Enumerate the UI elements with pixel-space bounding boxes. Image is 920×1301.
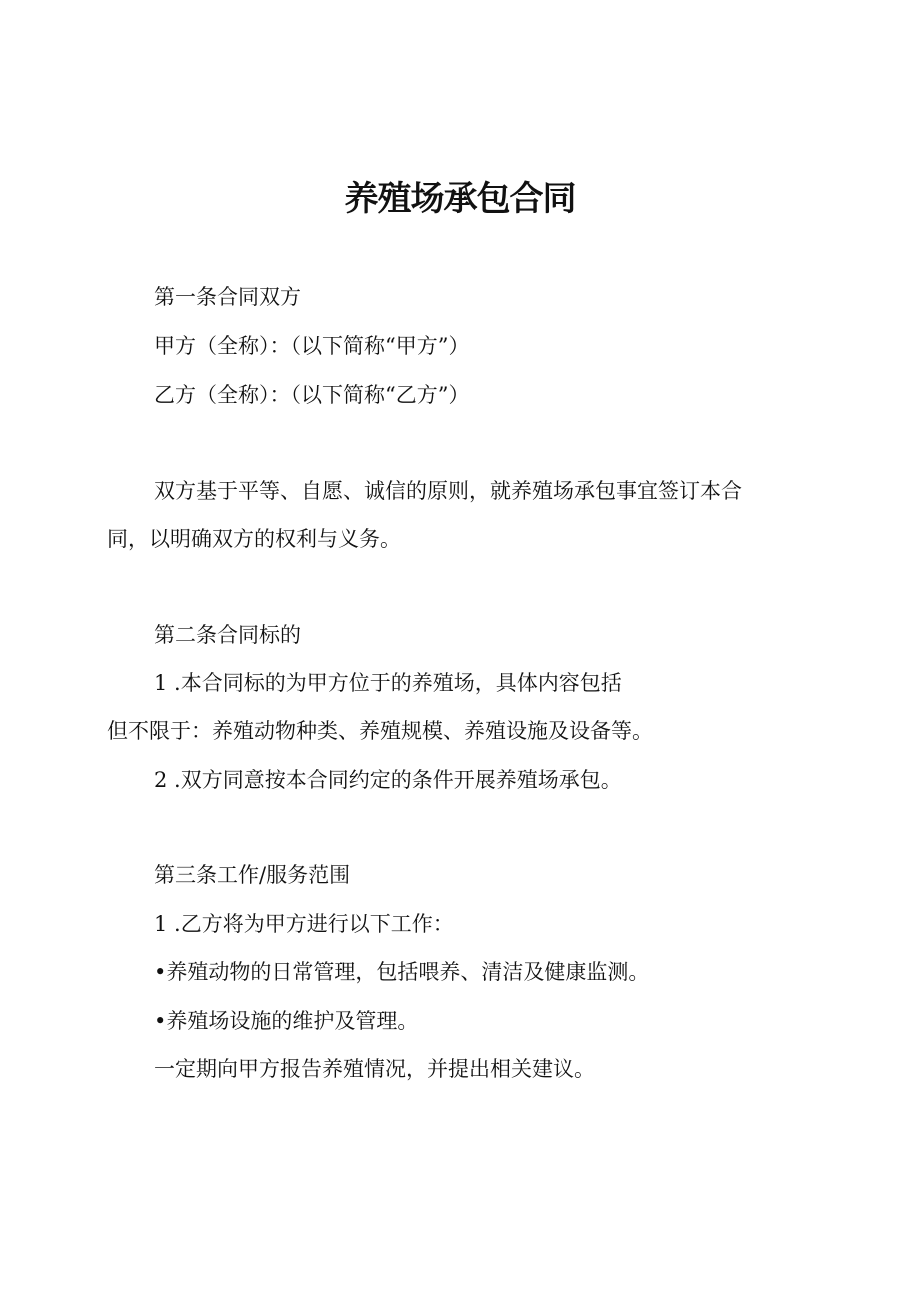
section-3-bullet-2: •养殖场设施的维护及管理。: [154, 1009, 419, 1033]
section-2-item-2: 2 .双方同意按本合同约定的条件开展养殖场承包。: [154, 768, 622, 792]
section-3-heading: 第三条工作/服务范围: [154, 863, 351, 887]
party-b-line: 乙方（全称）：（以下简称“乙方”）: [154, 383, 470, 407]
document-title: 养殖场承包合同: [344, 179, 576, 219]
section-2-item-1-line-1: 1 .本合同标的为甲方位于的养殖场，具体内容包括: [154, 671, 622, 695]
section-3-bullet-1: •养殖动物的日常管理，包括喂养、清洁及健康监测。: [154, 960, 650, 984]
section-2-heading: 第二条合同标的: [154, 623, 301, 647]
party-a-line: 甲方（全称）：（以下简称“甲方”）: [154, 334, 470, 358]
section-3-item-1: 1 .乙方将为甲方进行以下工作：: [154, 912, 454, 936]
preamble-line-1: 双方基于平等、自愿、诚信的原则，就养殖场承包事宜签订本合: [154, 479, 742, 503]
section-2-item-1-line-2: 但不限于：养殖动物种类、养殖规模、养殖设施及设备等。: [107, 719, 653, 743]
preamble-line-2: 同，以明确双方的权利与义务。: [107, 527, 401, 551]
section-3-line-4: 一定期向甲方报告养殖情况，并提出相关建议。: [154, 1057, 595, 1081]
section-1-heading: 第一条合同双方: [154, 285, 301, 309]
